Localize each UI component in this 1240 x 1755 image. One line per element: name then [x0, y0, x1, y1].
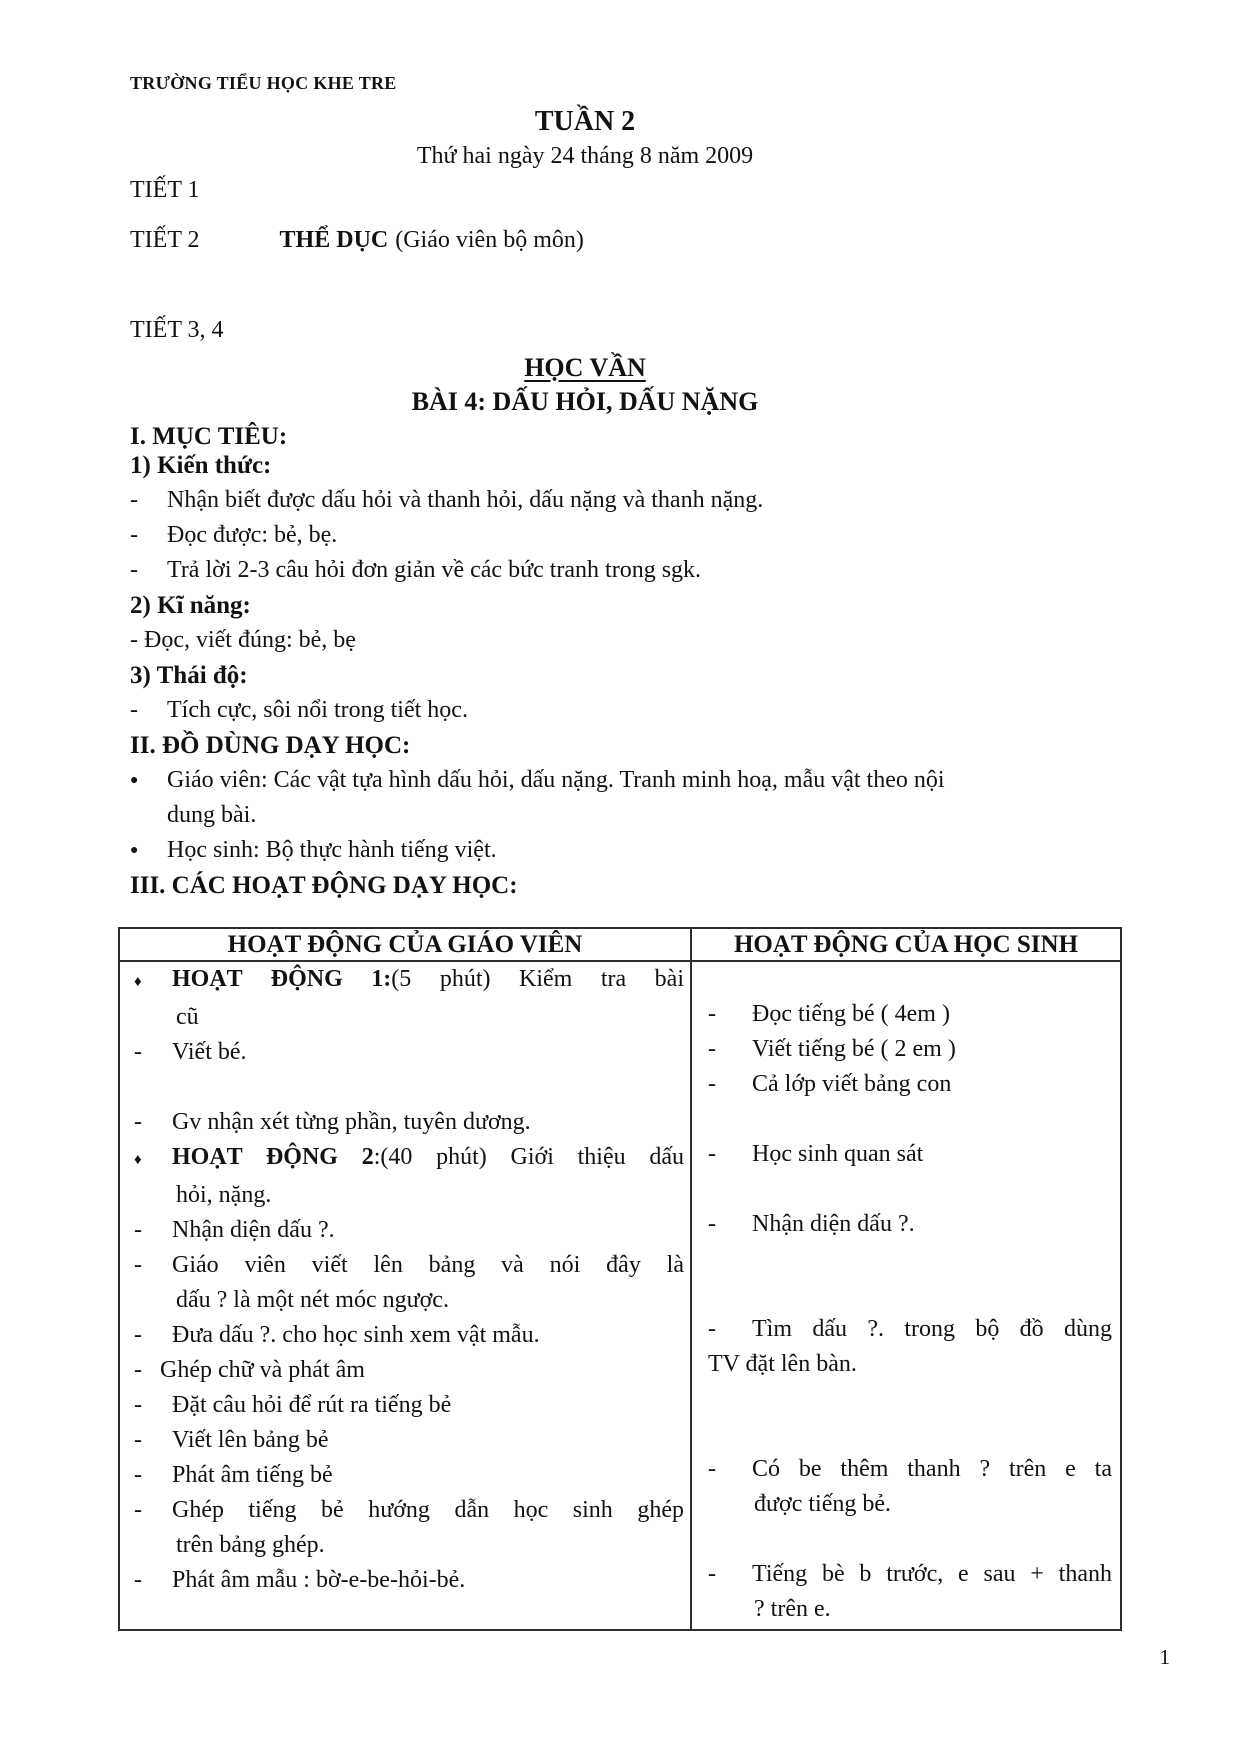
teacher-activity-line: [134, 1388, 684, 1423]
document-body: [130, 0, 1040, 903]
teacher-activity-line: [134, 962, 684, 1000]
teacher-activity-line: [134, 1318, 684, 1353]
activity-heading-text: HOẠT ĐỘNG 1:: [172, 966, 392, 992]
student-activity-line: [708, 1347, 1112, 1382]
student-activity-line: [708, 1452, 1112, 1487]
dash-bullet: -: [130, 487, 138, 513]
blank-line: [708, 1277, 1112, 1312]
dash-bullet: -: [134, 1567, 142, 1593]
blank-line: [134, 1070, 684, 1105]
blank-line: [708, 1172, 1112, 1207]
activity-text: được tiếng bẻ.: [754, 1491, 891, 1517]
dash-bullet: -: [134, 1462, 142, 1488]
round-bullet-icon: ●: [130, 773, 139, 788]
attitude-text: Tích cực, sôi nổi trong tiết học.: [167, 697, 468, 723]
dash-bullet: -: [134, 1392, 142, 1418]
period-2-line: [130, 223, 1040, 257]
dash-bullet: -: [134, 1252, 142, 1278]
dash-bullet: -: [134, 1497, 142, 1523]
dash-bullet: -: [134, 1039, 142, 1065]
attitude-heading: 3) Thái độ:: [130, 662, 248, 689]
activity-text: Đặt câu hỏi để rút ra tiếng bẻ: [172, 1392, 452, 1418]
activity-text: (5 phút) Kiểm tra bài: [391, 966, 685, 992]
blank-line: [708, 1102, 1112, 1137]
activities-heading: III. CÁC HOẠT ĐỘNG DẠY HỌC:: [130, 872, 518, 899]
blank-line: [708, 1382, 1112, 1417]
lesson-title: BÀI 4: DẤU HỎI, DẤU NẶNG: [411, 387, 759, 416]
lesson-subject-title: [130, 350, 1040, 385]
blank-line: [708, 1242, 1112, 1277]
activity-text: trên bảng ghép.: [176, 1532, 325, 1558]
activity-text: dấu ? là một nét móc ngược.: [176, 1287, 449, 1313]
activity-text: ? trên e.: [754, 1596, 831, 1622]
materials-text: Học sinh: Bộ thực hành tiếng việt.: [167, 837, 497, 863]
blank-line: [708, 962, 1112, 997]
student-activity-line: [708, 1487, 1112, 1522]
activity-text: TV đặt lên bàn.: [708, 1351, 857, 1377]
objective-item: [130, 553, 1040, 588]
blank-line: [708, 1522, 1112, 1557]
lesson-subject-text: HỌC VẦN: [524, 353, 646, 382]
teacher-activity-line: [134, 1423, 684, 1458]
week-title: TUẦN 2: [534, 106, 636, 137]
activities-table: [118, 927, 1122, 1631]
teacher-activity-line: [134, 1248, 684, 1283]
teacher-column-header: HOẠT ĐỘNG CỦA GIÁO VIÊN: [120, 929, 692, 960]
date-line: Thứ hai ngày 24 tháng 8 năm 2009: [416, 143, 754, 169]
objective-item: [130, 518, 1040, 553]
activity-text: cũ: [176, 1004, 199, 1030]
activity-heading-text: HOẠT ĐỘNG 2: [172, 1144, 374, 1170]
student-activity-line: [708, 1067, 1112, 1102]
student-activities-cell: [692, 962, 1120, 1629]
dash-bullet: -: [134, 1357, 142, 1383]
dash-bullet: -: [134, 1217, 142, 1243]
school-name: TRƯỜNG TIỂU HỌC KHE TRE: [130, 73, 397, 93]
dash-bullet: -: [708, 1036, 716, 1062]
teacher-activity-line: [134, 1563, 684, 1598]
teacher-activity-line: [134, 1493, 684, 1528]
activity-text: Tìm dấu ?. trong bộ đồ dùng: [752, 1316, 1112, 1342]
teacher-activities-cell: [120, 962, 692, 1629]
student-activity-line: [708, 997, 1112, 1032]
activity-text: Viết lên bảng bẻ: [172, 1427, 329, 1453]
materials-item-teacher-cont: dung bài.: [167, 802, 257, 828]
materials-text: Giáo viên: Các vật tựa hình dấu hỏi, dấu nặng. Tranh minh hoạ, mẫu vật theo nội: [167, 767, 945, 793]
period-1-label: TIẾT 1: [130, 177, 200, 203]
activity-text: Tiếng bè b trước, e sau + thanh: [752, 1561, 1112, 1587]
dash-bullet: -: [708, 1001, 716, 1027]
diamond-bullet-icon: ♦: [134, 1152, 142, 1168]
student-activity-line: [708, 1032, 1112, 1067]
page-number: 1: [1159, 1645, 1170, 1669]
objective-text: Đọc được: bẻ, bẹ.: [167, 522, 338, 548]
student-activity-line: [708, 1137, 1112, 1172]
skills-item: - Đọc, viết đúng: bẻ, bẹ: [130, 627, 356, 653]
materials-item-teacher: [130, 763, 1040, 798]
activity-text: Phát âm tiếng bẻ: [172, 1462, 333, 1488]
activity-text: Học sinh quan sát: [752, 1141, 924, 1167]
activity-text: Viết bé.: [172, 1039, 247, 1065]
teacher-activity-line: [134, 1000, 684, 1035]
knowledge-heading: 1) Kiến thức:: [130, 452, 272, 479]
attitude-item: [130, 693, 1040, 728]
objective-item: [130, 483, 1040, 518]
blank-line: [708, 1417, 1112, 1452]
dash-bullet: -: [708, 1456, 716, 1482]
dash-bullet: -: [134, 1322, 142, 1348]
activity-text: Có be thêm thanh ? trên e ta: [752, 1456, 1112, 1482]
dash-bullet: -: [134, 1427, 142, 1453]
dash-bullet: -: [708, 1071, 716, 1097]
dash-bullet: -: [130, 522, 138, 548]
student-activity-line: [708, 1592, 1112, 1627]
skills-heading: 2) Kĩ năng:: [130, 592, 251, 619]
teacher-activity-line: [134, 1458, 684, 1493]
dash-bullet: -: [708, 1316, 716, 1342]
teacher-activity-line: [134, 1213, 684, 1248]
activity-text: Ghép tiếng bẻ hướng dẫn học sinh ghép: [172, 1497, 684, 1523]
teacher-activity-line: [134, 1178, 684, 1213]
dash-bullet: -: [708, 1141, 716, 1167]
period-2-note: (Giáo viên bộ môn): [395, 227, 584, 253]
round-bullet-icon: ●: [130, 843, 139, 858]
student-activity-line: [708, 1207, 1112, 1242]
student-column-header: HOẠT ĐỘNG CỦA HỌC SINH: [733, 931, 1079, 958]
teacher-activity-line: [134, 1528, 684, 1563]
dash-bullet: -: [130, 557, 138, 583]
teacher-activity-line: [134, 1140, 684, 1178]
objective-text: Nhận biết được dấu hỏi và thanh hỏi, dấu nặng và thanh nặng.: [167, 487, 764, 513]
activity-text: hỏi, nặng.: [176, 1182, 272, 1208]
activity-text: Viết tiếng bé ( 2 em ): [752, 1036, 956, 1062]
activity-text: Gv nhận xét từng phần, tuyên dương.: [172, 1109, 531, 1135]
materials-heading: II. ĐỒ DÙNG DẠY HỌC:: [130, 732, 411, 759]
activity-text: Ghép chữ và phát âm: [160, 1357, 365, 1383]
teacher-activity-line: [134, 1283, 684, 1318]
diamond-bullet-icon: ♦: [134, 974, 142, 990]
activity-text: :(40 phút) Giới thiệu dấu: [373, 1144, 684, 1170]
student-activity-line: [708, 1557, 1112, 1592]
activity-text: Giáo viên viết lên bảng và nói đây là: [172, 1252, 684, 1278]
activities-table-header-row: [120, 929, 1120, 962]
dash-bullet: -: [708, 1561, 716, 1587]
dash-bullet: -: [130, 697, 138, 723]
objectives-heading: I. MỤC TIÊU:: [130, 423, 288, 450]
period-2-subject: THỂ DỤC: [279, 227, 389, 253]
teacher-activity-line: [134, 1353, 684, 1388]
teacher-activity-line: [134, 1035, 684, 1070]
student-activity-line: [708, 1312, 1112, 1347]
activity-text: Đọc tiếng bé ( 4em ): [752, 1001, 950, 1027]
dash-bullet: -: [708, 1211, 716, 1237]
dash-bullet: -: [134, 1109, 142, 1135]
activity-text: Phát âm mẫu : bờ-e-be-hỏi-bẻ.: [172, 1567, 466, 1593]
materials-item-student: [130, 833, 1040, 868]
activity-text: Cả lớp viết bảng con: [752, 1071, 952, 1097]
period-34-label: TIẾT 3, 4: [130, 317, 224, 343]
objective-text: Trả lời 2-3 câu hỏi đơn giản về các bức tranh trong sgk.: [167, 557, 702, 583]
teacher-activity-line: [134, 1105, 684, 1140]
period-2-label: TIẾT 2: [130, 227, 200, 253]
activity-text: Nhận diện dấu ?.: [172, 1217, 335, 1243]
activities-table-body: [120, 962, 1120, 1629]
activity-text: Nhận diện dấu ?.: [752, 1211, 915, 1237]
activity-text: Đưa dấu ?. cho học sinh xem vật mẫu.: [172, 1322, 540, 1348]
